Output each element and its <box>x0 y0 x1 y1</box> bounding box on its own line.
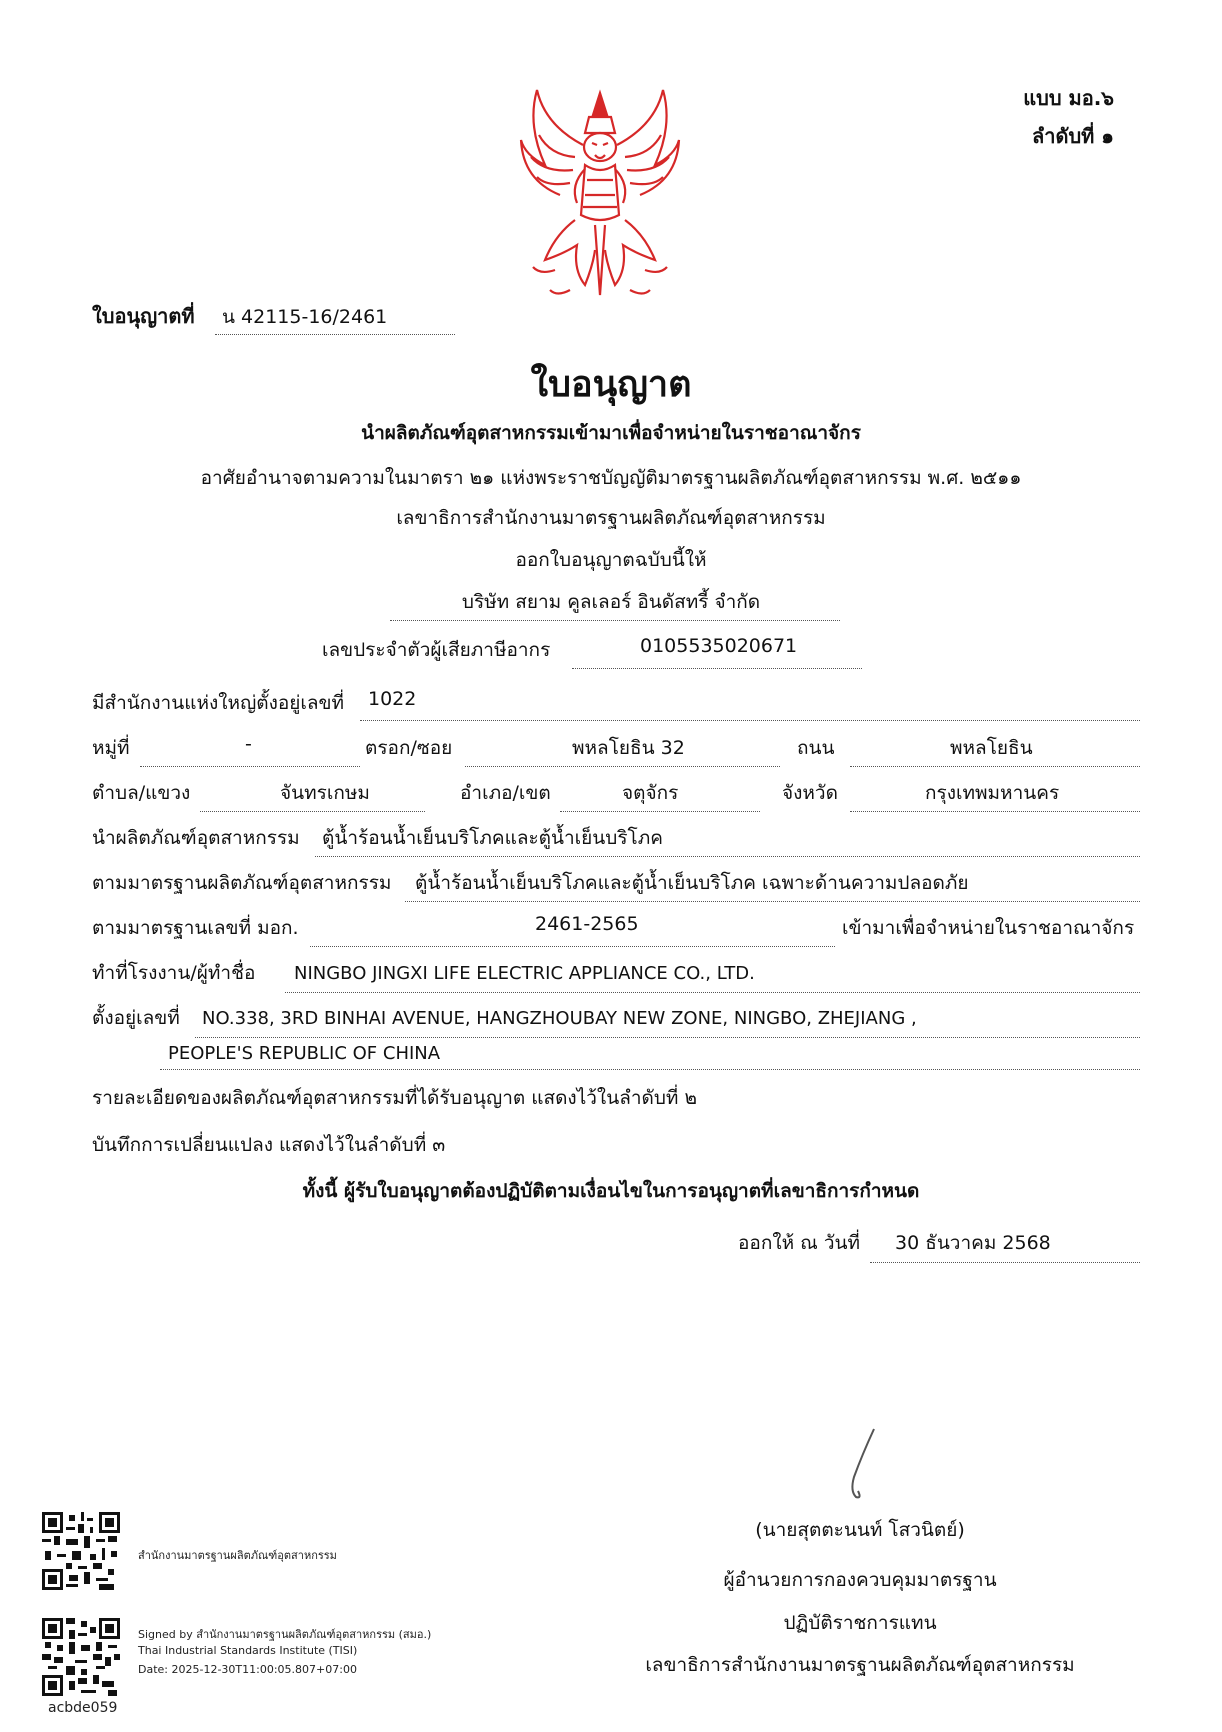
subdistrict-value: จันทรเกษม <box>280 782 370 804</box>
dotted-line <box>315 856 1140 857</box>
dotted-line <box>360 720 1140 721</box>
footer-institute: Thai Industrial Standards Institute (TISI) <box>138 1644 358 1657</box>
issue-line: ออกใบอนุญาตฉบับนี้ให้ <box>515 549 707 571</box>
issued-label: ออกให้ ณ วันที่ <box>738 1232 861 1254</box>
moo-label: หมู่ที่ <box>92 737 130 759</box>
province-value: กรุงเทพมหานคร <box>925 782 1060 804</box>
qr-code-icon <box>42 1618 120 1696</box>
dotted-line <box>850 811 1140 812</box>
tax-value: 0105535020671 <box>640 635 798 657</box>
dotted-line <box>390 620 840 621</box>
signer-position: ผู้อำนวยการกองควบคุมมาตรฐาน <box>723 1569 997 1591</box>
product-label: นำผลิตภัณฑ์อุตสาหกรรม <box>92 827 300 849</box>
signer-name: (นายสุตตะนนท์ โสวนิตย์) <box>755 1519 965 1541</box>
factory-address-label: ตั้งอยู่เลขที่ <box>92 1007 180 1029</box>
dotted-line <box>215 334 455 335</box>
dotted-line <box>560 811 760 812</box>
soi-label: ตรอก/ซอย <box>365 737 453 759</box>
license-no-value: น 42115-16/2461 <box>222 306 388 328</box>
signature-mark <box>840 1425 880 1505</box>
subtitle: นำผลิตภัณฑ์อุตสาหกรรมเข้ามาเพื่อจำหน่ายในราชอาณาจักร <box>361 422 861 444</box>
factory-label: ทำที่โรงงาน/ผู้ทำชื่อ <box>92 962 256 984</box>
hq-value: 1022 <box>368 688 417 710</box>
tax-label: เลขประจำตัวผู้เสียภาษีอากร <box>322 639 551 661</box>
signer-title: เลขาธิการสำนักงานมาตรฐานผลิตภัณฑ์อุตสาหกรรม <box>645 1654 1075 1676</box>
standard-no-value: 2461-2565 <box>535 913 639 935</box>
details-line: รายละเอียดของผลิตภัณฑ์อุตสาหกรรมที่ได้รับอนุญาต แสดงไว้ในลำดับที่ ๒ <box>92 1087 697 1109</box>
page-title: ใบอนุญาต <box>530 364 692 405</box>
dotted-line <box>405 901 1140 902</box>
secretary-line: เลขาธิการสำนักงานมาตรฐานผลิตภัณฑ์อุตสาหกรรม <box>396 507 826 529</box>
signer-acting: ปฏิบัติราชการแทน <box>783 1612 937 1634</box>
dotted-line <box>465 766 780 767</box>
authority-line: อาศัยอำนาจตามความในมาตรา ๒๑ แห่งพระราชบัญญัติมาตรฐานผลิตภัณฑ์อุตสาหกรรม พ.ศ. ๒๕๑๑ <box>200 467 1022 489</box>
district-value: จตุจักร <box>622 782 679 804</box>
dotted-line <box>870 1262 1140 1263</box>
standard-no-label: ตามมาตรฐานเลขที่ มอก. <box>92 917 299 939</box>
dotted-line <box>160 1069 1140 1070</box>
dotted-line <box>195 1037 1140 1038</box>
footer-code: acbde059 <box>48 1700 118 1716</box>
hq-label: มีสำนักงานแห่งใหญ่ตั้งอยู่เลขที่ <box>92 692 345 714</box>
garuda-emblem-icon <box>515 85 685 300</box>
dotted-line <box>850 766 1140 767</box>
license-no-label: ใบอนุญาตที่ <box>92 304 195 328</box>
form-order: ลำดับที่ ๑ <box>1031 124 1114 148</box>
product-value: ตู้น้ำร้อนน้ำเย็นบริโภคและตู้น้ำเย็นบริโภค <box>322 827 663 849</box>
district-label: อำเภอ/เขต <box>460 782 551 804</box>
dotted-line <box>310 946 835 947</box>
qr-code-icon <box>42 1512 120 1590</box>
footer-date: Date: 2025-12-30T11:00:05.807+07:00 <box>138 1663 357 1676</box>
changes-line: บันทึกการเปลี่ยนแปลง แสดงไว้ในลำดับที่ ๓ <box>92 1134 446 1156</box>
form-code: แบบ มอ.๖ <box>1023 86 1114 110</box>
soi-value: พหลโยธิน 32 <box>572 737 685 759</box>
footer-signed-by: Signed by สำนักงานมาตรฐานผลิตภัณฑ์อุตสาหกรรม (สมอ.) <box>138 1628 432 1641</box>
factory-value: NINGBO JINGXI LIFE ELECTRIC APPLIANCE CO., LTD. <box>294 963 755 984</box>
road-value: พหลโยธิน <box>950 737 1033 759</box>
condition-line: ทั้งนี้ ผู้รับใบอนุญาตต้องปฏิบัติตามเงื่อนไขในการอนุญาตที่เลขาธิการกำหนด <box>302 1180 920 1202</box>
standard-value: ตู้น้ำร้อนน้ำเย็นบริโภคและตู้น้ำเย็นบริโภค เฉพาะด้านความปลอดภัย <box>415 872 969 894</box>
dotted-line <box>285 992 1140 993</box>
factory-address-line1: NO.338, 3RD BINHAI AVENUE, HANGZHOUBAY NEW ZONE, NINGBO, ZHEJIANG , <box>202 1008 917 1029</box>
province-label: จังหวัด <box>782 782 838 804</box>
issued-value: 30 ธันวาคม 2568 <box>895 1232 1051 1254</box>
dotted-line <box>200 811 425 812</box>
subdistrict-label: ตำบล/แขวง <box>92 782 191 804</box>
dotted-line <box>572 668 862 669</box>
footer-office: สำนักงานมาตรฐานผลิตภัณฑ์อุตสาหกรรม <box>138 1549 337 1562</box>
dotted-line <box>140 766 360 767</box>
standard-no-suffix: เข้ามาเพื่อจำหน่ายในราชอาณาจักร <box>842 917 1135 939</box>
company-name: บริษัท สยาม คูลเลอร์ อินดัสทรี้ จำกัด <box>461 591 761 613</box>
road-label: ถนน <box>797 737 835 759</box>
standard-label: ตามมาตรฐานผลิตภัณฑ์อุตสาหกรรม <box>92 872 392 894</box>
factory-address-line2: PEOPLE'S REPUBLIC OF CHINA <box>168 1043 441 1064</box>
moo-value: - <box>245 733 252 755</box>
